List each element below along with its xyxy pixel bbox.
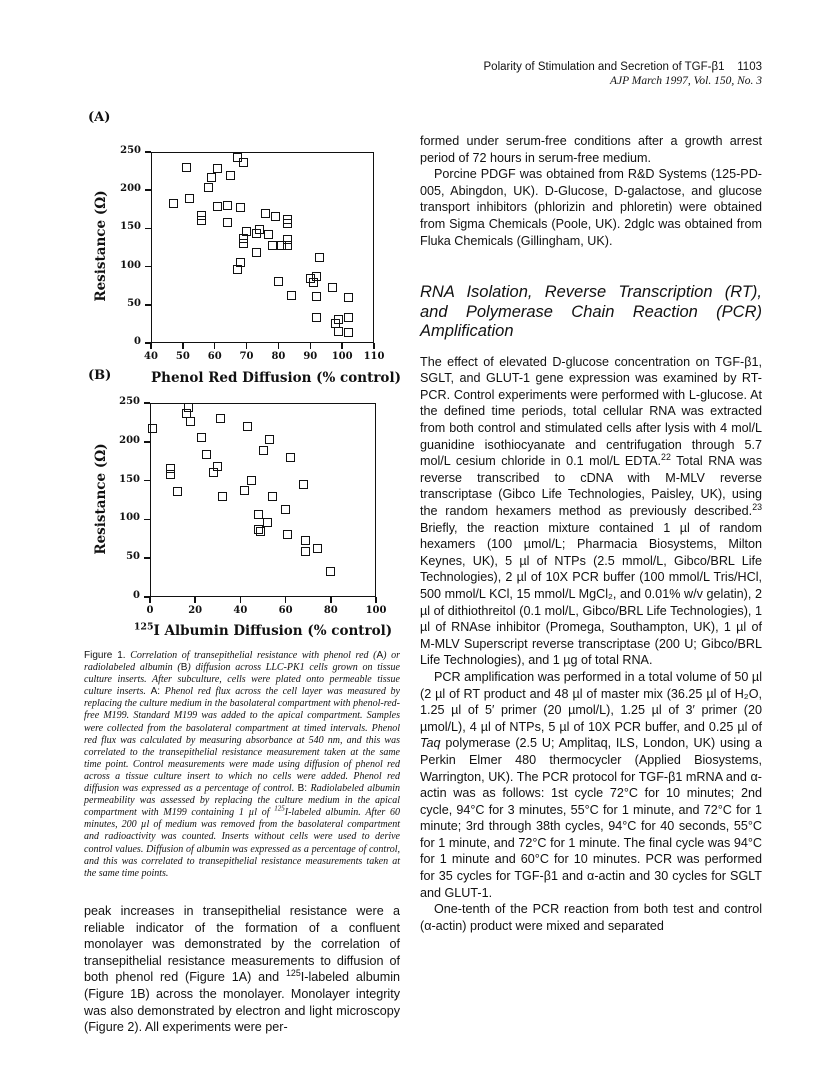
x-tick-label: 90: [303, 351, 318, 362]
paragraph: [420, 354, 762, 669]
paragraph: [84, 903, 400, 1036]
data-point-square-marker: [197, 433, 206, 442]
text: PCR amplification was performed in a total volume of 50 µl (2 µl of RT product and 48 µl of master mix (36.25 µl of H₂O, 1.25 µl of 5′ primer (20 µmol/L), 1.25 µl of 3′ primer (20 µmol/L), 4 µl of NTPs, 5 µl of 10X PCR buffer, and 0.25 µl of: [420, 669, 762, 734]
data-point-square-marker: [186, 417, 195, 426]
data-point-square-marker: [233, 265, 242, 274]
data-point-square-marker: [281, 505, 290, 514]
y-tick-label: 50: [126, 551, 140, 563]
y-tick: [145, 151, 151, 153]
caption-text: I-labeled albumin. After 60 minutes, 200 µl of medium was removed from the basolateral compartment and radioactivity was counted. Inserts without cells were used to derive control values. Diffusion of albumin was expressed as a percentage of control, and this was correlated to transepithelial resistance measurements taken at the same time points.: [84, 807, 401, 879]
data-point-square-marker: [283, 219, 292, 228]
running-title: Polarity of Stimulation and Secretion of TGF-β1: [483, 61, 725, 73]
data-point-square-marker: [283, 241, 292, 250]
data-point-square-marker: [182, 163, 191, 172]
y-tick: [144, 557, 150, 559]
chart-a-y-axis-title: Resistance (Ω): [93, 190, 109, 302]
x-tick-label: 80: [323, 605, 338, 616]
chart-a-x-axis-title: Phenol Red Diffusion (% control): [151, 370, 401, 386]
data-point-square-marker: [213, 462, 222, 471]
data-point-square-marker: [226, 171, 235, 180]
y-tick: [144, 441, 150, 443]
running-header: [420, 60, 762, 88]
data-point-square-marker: [239, 158, 248, 167]
text: Briefly, the reaction mixture contained 1 µl of random hexamers (100 µmol/L; Pharmacia Biosystems, Milton Keynes, UK), 5 µl of NTPs (2.5 mmol/L, Gibco/BRL Life Technologies), 2 µl of 10X PCR buffer (100 mmol/L Tris/HCl, 500 mmol/L KCl, 15 mmol/L MgCl₂, and 0.01% w/v gelatin), 2 µl of dithiothreitol (0.1 mol/L, Gibco/BRL Life Technologies), 1 µl of RNAse inhibitor (Promega, Southampton, UK), 1 µl of M-MLV Superscript reverse transcriptase (200 U; Gibco/BRL Life Technologies), and 1 µg of total RNA.: [420, 520, 762, 668]
y-tick-label: 0: [134, 336, 141, 347]
caption-text: Phenol red flux across the cell layer was measured by replacing the culture medium in the basolateral compartment with phenol-red-free M199. Standard M199 was added to the apical compartment. Samples were collected from the basolateral compartment at timed intervals. Phenol red flux was calculated by measuring absorbance at 540 nm, and this was correlated to the transepithelial resistance measurement taken at the same time point. Control measurements were made using diffusion of phenol red across a tissue culture insert to which no cells were added. Phenol red diffusion was expressed as a percentage of control.: [84, 686, 401, 795]
y-tick: [145, 266, 151, 268]
data-point-square-marker: [259, 446, 268, 455]
caption-text: ) diffusion across LLC-PK1 cells grown on tissue culture inserts. After subculture, cells were plated onto permeable tissue culture inserts.: [84, 662, 400, 698]
data-point-square-marker: [344, 328, 353, 337]
caption-text: Correlation of transepithelial resistance with phenol red (: [130, 650, 377, 661]
data-point-square-marker: [268, 492, 277, 501]
y-tick: [145, 228, 151, 230]
paragraph: Porcine PDGF was obtained from R&D Systems (125-PD-005, Abingdon, UK). D-Glucose, D-galactose, and glucose transport inhibitors (phlorizin and phloretin) were obtained from Sigma Chemicals (Poole, UK). 2dglc was obtained from Fluka Chemicals (Gillingham, UK).: [420, 167, 762, 248]
data-point-square-marker: [344, 313, 353, 322]
paragraph: [420, 669, 762, 901]
data-point-square-marker: [169, 199, 178, 208]
y-tick-label: 150: [119, 473, 140, 485]
page-number: 1103: [737, 61, 762, 73]
y-tick: [144, 480, 150, 482]
panel-a-label: (A): [88, 110, 111, 125]
data-point-square-marker: [213, 202, 222, 211]
data-point-square-marker: [197, 216, 206, 225]
caption-ref-b: B:: [297, 783, 308, 795]
data-point-square-marker: [268, 241, 277, 250]
data-point-square-marker: [243, 422, 252, 431]
x-tick-label: 40: [233, 605, 248, 616]
data-point-square-marker: [202, 450, 211, 459]
data-point-square-marker: [184, 403, 193, 412]
data-point-square-marker: [344, 293, 353, 302]
caption-label: Figure 1.: [84, 650, 126, 661]
data-point-square-marker: [263, 518, 272, 527]
data-point-square-marker: [312, 292, 321, 301]
x-tick: [341, 343, 343, 349]
section-heading: RNA Isolation, Reverse Transcription (RT), and Polymerase Chain Reaction (PCR) Amplification: [420, 283, 762, 341]
x-tick-label: 40: [144, 351, 158, 362]
panel-b-label: (B): [88, 368, 112, 383]
x-tick-label: 50: [175, 351, 190, 362]
sup: 125: [286, 968, 301, 979]
data-point-square-marker: [274, 277, 283, 286]
x-tick: [194, 597, 196, 603]
chart-b-y-axis-title: Resistance (Ω): [93, 443, 109, 555]
x-tick: [278, 343, 280, 349]
x-tick: [150, 343, 152, 349]
caption-ref-b: B: [180, 662, 188, 674]
data-point-square-marker: [207, 173, 216, 182]
y-tick-label: 100: [120, 259, 141, 271]
text: I-labeled albumin (Figure 1B) across the monolayer. Monolayer integrity was also demonstrated by electron and light microscopy (Figure 2). All experiments were per-: [84, 970, 400, 1035]
data-point-square-marker: [166, 470, 175, 479]
y-tick-label: 100: [119, 512, 140, 524]
caption-text: Radiolabeled albumin permeability was assessed by replacing the culture medium in the apical compartment with M199 containing 1 µl of: [84, 783, 400, 819]
figure-caption: [84, 650, 400, 880]
data-point-square-marker: [271, 212, 280, 221]
data-point-square-marker: [254, 510, 263, 519]
data-point-square-marker: [287, 291, 296, 300]
x-tick: [330, 597, 332, 603]
y-tick-label: 250: [119, 396, 140, 407]
x-tick: [149, 597, 151, 603]
x-tick: [310, 343, 312, 349]
data-point-square-marker: [299, 480, 308, 489]
y-tick-label: 200: [120, 183, 141, 195]
data-point-square-marker: [252, 248, 261, 257]
x-tick: [246, 343, 248, 349]
running-title-line: [420, 60, 762, 74]
data-point-square-marker: [301, 536, 310, 545]
data-point-square-marker: [247, 476, 256, 485]
data-point-square-marker: [315, 253, 324, 262]
data-point-square-marker: [326, 567, 335, 576]
journal-citation: AJP March 1997, Vol. 150, No. 3: [609, 75, 762, 87]
y-tick: [145, 304, 151, 306]
caption-ref-a: A: [376, 650, 384, 661]
data-point-square-marker: [312, 313, 321, 322]
x-tick-label: 20: [188, 605, 203, 616]
data-point-square-marker: [313, 544, 322, 553]
left-column-text: [84, 903, 400, 1036]
data-point-square-marker: [255, 225, 264, 234]
x-tick-label: 0: [146, 605, 154, 616]
data-point-square-marker: [173, 487, 182, 496]
data-point-square-marker: [236, 203, 245, 212]
plot-frame: [150, 403, 376, 597]
x-tick-label: 100: [365, 605, 387, 616]
x-tick-label: 60: [207, 351, 222, 362]
data-point-square-marker: [242, 227, 251, 236]
y-tick-label: 150: [120, 221, 141, 233]
data-point-square-marker: [185, 194, 194, 203]
citation: 23: [752, 501, 762, 512]
x-tick: [214, 343, 216, 349]
data-point-square-marker: [216, 414, 225, 423]
text: polymerase (2.5 U; Amplitaq, ILS, London, UK) using a Perkin Elmer 480 thermocycler (Applied Biosystems, Warrington, UK). The PCR protocol for TGF-β1 mRNA and α-actin was as follows: 1st cycle 72°C for 10 minutes; 2nd cycle, 94°C for 3 minutes, 55°C for 1 minute, and 72°C for 1 minute; 3rd through 38th cycles, 94°C for 40 seconds, 55°C for 1 minute, and 72°C for 1 minute. The final cycle was 94°C for 1 minute and 60°C for 10 minutes. PCR was performed for 35 cycles for TGF-β1 and α-actin and 30 cycles for SGLT and GLUT-1.: [420, 736, 762, 900]
x-tick-label: 80: [271, 351, 286, 362]
text: peak increases in transepithelial resistance were a reliable indicator of the formation of a confluent monolayer was demonstrated by the correlation of transepithelial resistance measurements to diffusion of both phenol red (Figure 1A) and: [84, 904, 400, 985]
data-point-square-marker: [204, 183, 213, 192]
y-tick-label: 50: [127, 297, 141, 309]
data-point-square-marker: [213, 164, 222, 173]
data-point-square-marker: [148, 424, 157, 433]
data-point-square-marker: [240, 486, 249, 495]
data-point-square-marker: [239, 239, 248, 248]
data-point-square-marker: [223, 218, 232, 227]
data-point-square-marker: [265, 435, 274, 444]
data-point-square-marker: [328, 283, 337, 292]
data-point-square-marker: [334, 327, 343, 336]
data-point-square-marker: [286, 453, 295, 462]
y-tick: [145, 189, 151, 191]
chart-b-x-axis-text: I Albumin Diffusion (% control): [153, 623, 393, 639]
data-point-square-marker: [261, 209, 270, 218]
chart-b-x-axis-sup: 125: [133, 621, 154, 633]
data-point-square-marker: [223, 201, 232, 210]
caption-sup: 125: [274, 804, 285, 813]
x-tick-label: 110: [363, 351, 385, 362]
paragraph: One-tenth of the PCR reaction from both test and control (α-actin) product were mixed and separated: [420, 902, 762, 933]
x-tick-label: 60: [278, 605, 293, 616]
x-tick: [373, 343, 375, 349]
citation: 22: [661, 452, 671, 463]
x-tick: [375, 597, 377, 603]
y-tick-label: 200: [119, 434, 140, 446]
text: Total RNA was reverse transcribed to cDNA with M-MLV reverse transcriptase (Gibco Life Technologies, Paisley, UK), using the random hexamers method as previously described.: [420, 454, 762, 518]
data-point-square-marker: [334, 315, 343, 324]
x-tick: [182, 343, 184, 349]
x-tick-label: 70: [239, 351, 254, 362]
text: The effect of elevated D-glucose concentration on TGF-β1, SGLT, and GLUT-1 gene expression was examined by RT-PCR. Control experiments were performed with L-glucose. At the defined time periods, total cellular RNA was extracted from both control and stimulated cells after lysis with 4 mol/L guanidine isothiocyanate and centrifugation through 5.7 mol/L cesium chloride in 0.1 mol/L EDTA.: [420, 354, 762, 469]
caption-ref-a: A:: [150, 686, 161, 698]
caption-text: ) or radiolabeled albumin (: [84, 650, 400, 674]
y-tick-label: 250: [120, 145, 141, 156]
x-tick: [285, 597, 287, 603]
data-point-square-marker: [301, 547, 310, 556]
y-tick-label: 0: [133, 590, 140, 601]
x-tick-label: 100: [331, 351, 353, 362]
y-tick: [144, 519, 150, 521]
data-point-square-marker: [256, 527, 265, 536]
text-italic: Taq: [420, 736, 441, 751]
data-point-square-marker: [283, 530, 292, 539]
chart-b-x-axis-title: [130, 623, 396, 639]
data-point-square-marker: [218, 492, 227, 501]
data-point-square-marker: [264, 230, 273, 239]
y-tick: [144, 402, 150, 404]
right-column-text: [420, 133, 762, 934]
paragraph: formed under serum-free conditions after a growth arrest period of 72 hours in serum-free medium.: [420, 134, 762, 165]
data-point-square-marker: [312, 272, 321, 281]
x-tick: [240, 597, 242, 603]
